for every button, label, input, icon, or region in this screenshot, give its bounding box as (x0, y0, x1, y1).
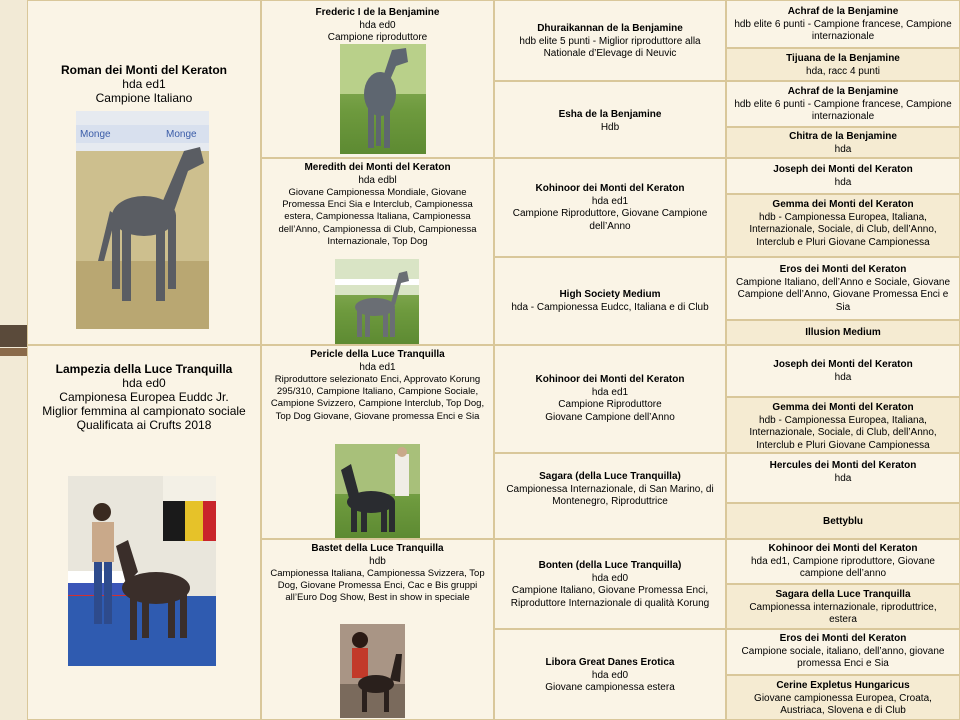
dog-info: hdb - Campionessa Europea, Italiana, Internazionale, Sociale, di Club, dell’Anno, Interclub e Pluri Giovane Campionessa (749, 211, 937, 248)
pedigree-cell-gggp1 (726, 0, 960, 48)
pedigree-cell-gggp6 (726, 194, 960, 257)
dog-info: Campionessa internazionale, riproduttrice, estera (749, 601, 937, 625)
pedigree-cell-gggp12 (726, 503, 960, 539)
svg-text:Monge: Monge (80, 129, 111, 140)
dog-info: Campione Riproduttore, Giovane Campione dell’Anno (512, 208, 708, 232)
dog-info: hda, racc 4 punti (806, 65, 880, 77)
dog-name: Bonten (della Luce Tranquilla) (538, 560, 682, 571)
dog-info: hda ed1 (359, 361, 396, 373)
pedigree-cell-ggp6 (494, 453, 726, 539)
dog-info: hda ed1 (591, 195, 629, 207)
left-margin (0, 0, 27, 720)
dog-info: Hdb (600, 121, 620, 133)
pedigree-cell-ggp3 (494, 158, 726, 257)
dog-info: hdb elite 6 punti - Campione francese, Campione internazionale (734, 18, 952, 42)
dog-name: Cerine Expletus Hungaricus (776, 680, 910, 691)
pedigree-cell-gd1 (261, 158, 494, 345)
dog-photo (335, 444, 420, 538)
dog-name: Bettyblu (823, 516, 863, 527)
dog-info: hda - Campionessa Eudcc, Italiana e di Club (511, 301, 709, 313)
pedigree-cell-ggp8 (494, 629, 726, 720)
dog-name: Meredith dei Monti del Keraton (304, 162, 451, 173)
dog-name: Eros dei Monti del Keraton (779, 264, 907, 275)
dog-info: hda ed0 (591, 572, 629, 584)
dog-info: Miglior femmina al campionato sociale (42, 404, 246, 418)
great-dane-show-photo (76, 111, 209, 329)
dog-name: Lampezia della Luce Tranquilla (55, 362, 233, 376)
pedigree-cell-ggp5 (494, 345, 726, 453)
dog-name: Sagara della Luce Tranquilla (775, 589, 911, 600)
dog-info: hda ed0 (359, 19, 396, 31)
dog-info: hda ed0 (591, 669, 629, 681)
dog-name: Eros dei Monti del Keraton (779, 633, 907, 644)
pedigree-cell-gggp7 (726, 257, 960, 320)
pedigree-cell-gggp14 (726, 584, 960, 629)
dog-name: Libora Great Danes Erotica (545, 657, 675, 668)
dog-photo (340, 624, 405, 718)
dog-info: hda (834, 472, 852, 484)
dog-info: hdb elite 5 punti - Miglior riproduttore alla Nationale d’Elevage di Neuvic (519, 35, 701, 59)
dog-name: Kohinoor dei Monti del Keraton (768, 543, 918, 554)
dog-info: Giovane Campione dell’Anno (545, 411, 675, 423)
dog-info: Campione Italiano, Giovane Promessa Enci, Riproduttore Internazionale di qualità Korung (510, 585, 710, 609)
dog-info: Campione Italiano (95, 91, 193, 105)
pedigree-cell-gggp10 (726, 397, 960, 453)
dog-info: Qualificata ai Crufts 2018 (76, 418, 212, 432)
dog-name: Dhuraikannan de la Benjamine (537, 23, 683, 34)
dog-name: Gemma dei Monti del Keraton (772, 402, 914, 413)
dog-info: Campione sociale, italiano, dell’anno, giovane promessa Enci e Sia (741, 645, 945, 669)
svg-text:Monge: Monge (166, 129, 197, 140)
pedigree-cell-gggp8 (726, 320, 960, 345)
dog-info: hda (834, 371, 852, 383)
dog-photo (340, 44, 426, 154)
pedigree-cell-dam (27, 345, 261, 720)
dog-info: Campione riproduttore (327, 32, 428, 43)
pedigree-cell-gggp11 (726, 453, 960, 503)
dog-info: hda ed1 (122, 77, 166, 91)
dog-name: Esha de la Benjamine (558, 109, 662, 120)
dog-info: hda ed1, Campione riproduttore, Giovane campione dell’anno (750, 555, 935, 579)
dog-info: Campionessa Internazionale, di San Marino, di Montenegro, Riproduttrice (506, 483, 714, 507)
dog-name: High Society Medium (559, 289, 661, 300)
dog-name: Bastet della Luce Tranquilla (311, 543, 444, 554)
dog-name: Pericle della Luce Tranquilla (310, 349, 445, 360)
pedigree-cell-gggp15 (726, 629, 960, 675)
pedigree-cell-gd2 (261, 539, 494, 720)
handler-with-dog-photo (68, 476, 216, 666)
dog-info: hdb (369, 555, 386, 567)
dog-name: Gemma dei Monti del Keraton (772, 199, 914, 210)
dog-photo (335, 259, 419, 345)
pedigree-cell-gs2 (261, 345, 494, 539)
dog-info: Campione Italiano, dell’Anno e Sociale, Giovane Campione dell’Anno, Giovane Promessa Enci e Sia (735, 276, 951, 313)
pedigree-cell-ggp1 (494, 0, 726, 81)
pedigree-cell-gggp2 (726, 48, 960, 81)
dog-name: Kohinoor dei Monti del Keraton (535, 374, 685, 385)
dog-info: hda (834, 176, 852, 188)
pedigree-cell-sire (27, 0, 261, 345)
dog-name: Joseph dei Monti del Keraton (773, 164, 913, 175)
dog-info: Campionessa Italiana, Campionessa Svizzera, Top Dog, Giovane Promessa Enci, Cac e Bis gruppi all’Euro Dog Show, Best in show in speciale (270, 568, 485, 604)
slide-tab-accent (0, 348, 27, 356)
dog-info: hda (834, 143, 852, 155)
pedigree-cell-gs1 (261, 0, 494, 158)
slide-tab (0, 325, 27, 347)
pedigree-cell-gggp9 (726, 345, 960, 397)
dog-name: Joseph dei Monti del Keraton (773, 359, 913, 370)
dog-name: Roman dei Monti del Keraton (60, 63, 227, 77)
dog-info: Giovane campionessa estera (545, 682, 675, 693)
dog-name: Frederic I de la Benjamine (315, 7, 440, 18)
dog-name: Sagara (della Luce Tranquilla) (539, 471, 681, 482)
dog-info: hda ed1 (591, 386, 629, 398)
pedigree-cell-gggp16 (726, 675, 960, 720)
dog-name: Kohinoor dei Monti del Keraton (535, 183, 685, 194)
dog-info: Campione Riproduttore (558, 399, 662, 410)
dog-name: Chitra de la Benjamine (789, 131, 897, 142)
dog-name: Illusion Medium (805, 327, 881, 338)
pedigree-cell-gggp5 (726, 158, 960, 194)
dog-info: hda edbl (358, 174, 397, 186)
dog-info: hdb elite 6 punti - Campione francese, Campione internazionale (734, 98, 952, 122)
dog-info: Giovane campionessa Europea, Croata, Austriaca, Slovena e di Club (754, 692, 932, 716)
dog-name: Achraf de la Benjamine (787, 6, 899, 17)
dog-name: Hercules dei Monti del Keraton (769, 460, 917, 471)
dog-info: Giovane Campionessa Mondiale, Giovane Promessa Enci Sia e Interclub, Campionessa estera, Campionessa Italiana, Campionessa dell’Anno, Campionessa di Club, Campionessa Internazionale, Top Dog (278, 187, 477, 247)
pedigree-cell-gggp3 (726, 81, 960, 127)
pedigree-cell-ggp4 (494, 257, 726, 345)
dog-name: Achraf de la Benjamine (787, 86, 899, 97)
dog-info: hdb - Campionessa Europea, Italiana, Internazionale, Sociale, di Club, dell’Anno, Interclub e Pluri Giovane Campionessa (749, 414, 937, 451)
dog-info: Riproduttore selezionato Enci, Approvato Korung 295/310, Campione Italiano, Campione Sociale, Campione Svizzero, Campione Interclub, Top Dog, Top Dog Giovane, Giovane promessa Enci e Sia (270, 374, 485, 422)
pedigree-cell-ggp2 (494, 81, 726, 158)
dog-info: hda ed0 (122, 376, 166, 390)
pedigree-cell-gggp4 (726, 127, 960, 158)
pedigree-cell-gggp13 (726, 539, 960, 584)
dog-name: Tijuana de la Benjamine (786, 53, 900, 64)
pedigree-cell-ggp7 (494, 539, 726, 629)
dog-info: Campionesa Europea Euddc Jr. (59, 390, 229, 404)
